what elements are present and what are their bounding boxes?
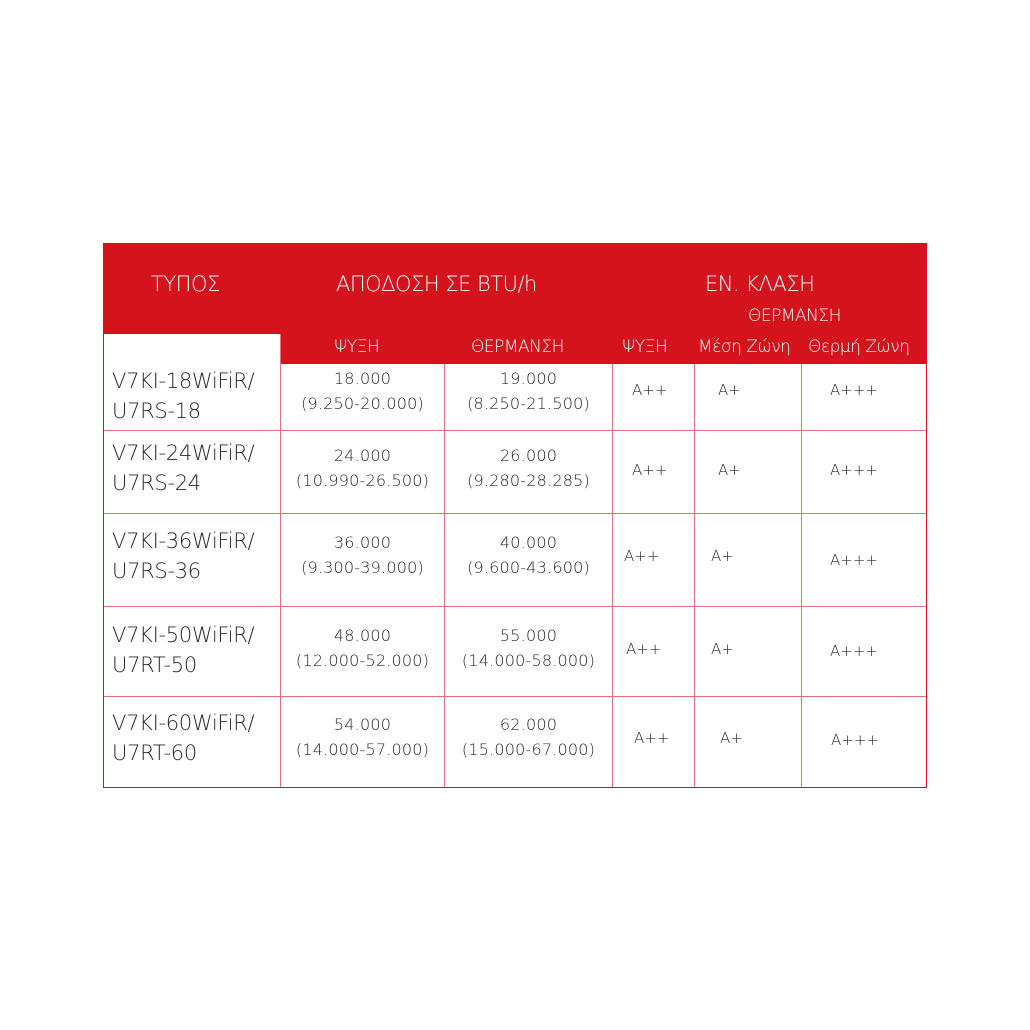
header-type: ΤΥΠΟΣ [151,272,220,296]
model-name-line2: U7RS-18 [112,399,201,423]
class-warm-zone: A+++ [830,381,878,399]
row-model [112,438,254,498]
grid-line [104,606,926,607]
cooling-capacity [281,712,444,762]
model-name-line1: V7KI-18WiFiR/ [112,369,255,393]
heating-value: 19.000 [499,369,558,388]
heating-range: (9.600-43.600) [467,558,590,577]
cooling-range: (12.000-52.000) [295,651,430,670]
heating-value: 55.000 [499,626,558,645]
header-mid-zone: Μέση Ζώνη [698,337,791,357]
cooling-range: (14.000-57.000) [295,740,430,759]
cooling-range: (9.250-20.000) [301,394,424,413]
model-name-line2: U7RS-24 [112,471,201,495]
header-energy-class: ΕΝ. ΚΛΑΣΗ [705,272,815,296]
header-cooling: ΨΥΞΗ [334,337,380,357]
header-capacity: ΑΠΟΔΟΣΗ ΣΕ BTU/h [336,272,537,296]
model-name-line2: U7RT-60 [112,741,197,765]
header-class-heating: ΘΕΡΜΑΝΣΗ [748,306,841,326]
class-cooling: A++ [634,729,670,747]
class-mid-zone: A+ [718,461,741,479]
cooling-capacity [281,366,444,416]
class-warm-zone: A+++ [831,731,879,749]
header-class-cooling: ΨΥΞΗ [622,337,668,357]
heating-capacity [445,366,612,416]
class-mid-zone: A+ [711,547,734,565]
heating-range: (14.000-58.000) [461,651,596,670]
class-cooling: A++ [624,547,660,565]
model-name-line1: V7KI-60WiFiR/ [112,711,255,735]
grid-line [104,696,926,697]
class-mid-zone: A+ [720,729,743,747]
row-model [112,526,254,586]
grid-line [104,513,926,514]
header-warm-zone: Θερμή Ζώνη [808,337,910,357]
heating-capacity [445,623,612,673]
heating-capacity [445,712,612,762]
cooling-capacity [281,443,444,493]
class-mid-zone: A+ [718,381,741,399]
heating-range: (8.250-21.500) [467,394,590,413]
model-name-line1: V7KI-36WiFiR/ [112,529,255,553]
row-model [112,366,254,426]
heating-range: (15.000-67.000) [461,740,596,759]
heating-range: (9.280-28.285) [467,471,590,490]
model-name-line2: U7RS-36 [112,559,201,583]
class-cooling: A++ [632,381,668,399]
heating-capacity [445,443,612,493]
cooling-value: 24.000 [333,446,392,465]
header-heating: ΘΕΡΜΑΝΣΗ [471,337,564,357]
class-mid-zone: A+ [711,640,734,658]
class-warm-zone: A+++ [830,551,878,569]
specs-table [103,243,927,788]
cooling-capacity [281,530,444,580]
heating-value: 26.000 [499,446,558,465]
heating-value: 62.000 [499,715,558,734]
class-warm-zone: A+++ [830,642,878,660]
cooling-range: (9.300-39.000) [301,558,424,577]
class-cooling: A++ [632,461,668,479]
cooling-range: (10.990-26.500) [295,471,430,490]
model-name-line1: V7KI-50WiFiR/ [112,623,255,647]
heating-capacity [445,530,612,580]
cooling-value: 36.000 [333,533,392,552]
heating-value: 40.000 [499,533,558,552]
model-name-line1: V7KI-24WiFiR/ [112,441,255,465]
row-model [112,620,254,680]
header-blank-cell [104,334,281,364]
model-name-line2: U7RT-50 [112,653,197,677]
class-cooling: A++ [626,640,662,658]
cooling-value: 54.000 [333,715,392,734]
grid-line [801,364,802,787]
grid-line [104,430,926,431]
cooling-capacity [281,623,444,673]
row-model [112,708,254,768]
cooling-value: 18.000 [333,369,392,388]
grid-line [612,364,613,787]
class-warm-zone: A+++ [830,461,878,479]
cooling-value: 48.000 [333,626,392,645]
grid-line [694,364,695,787]
